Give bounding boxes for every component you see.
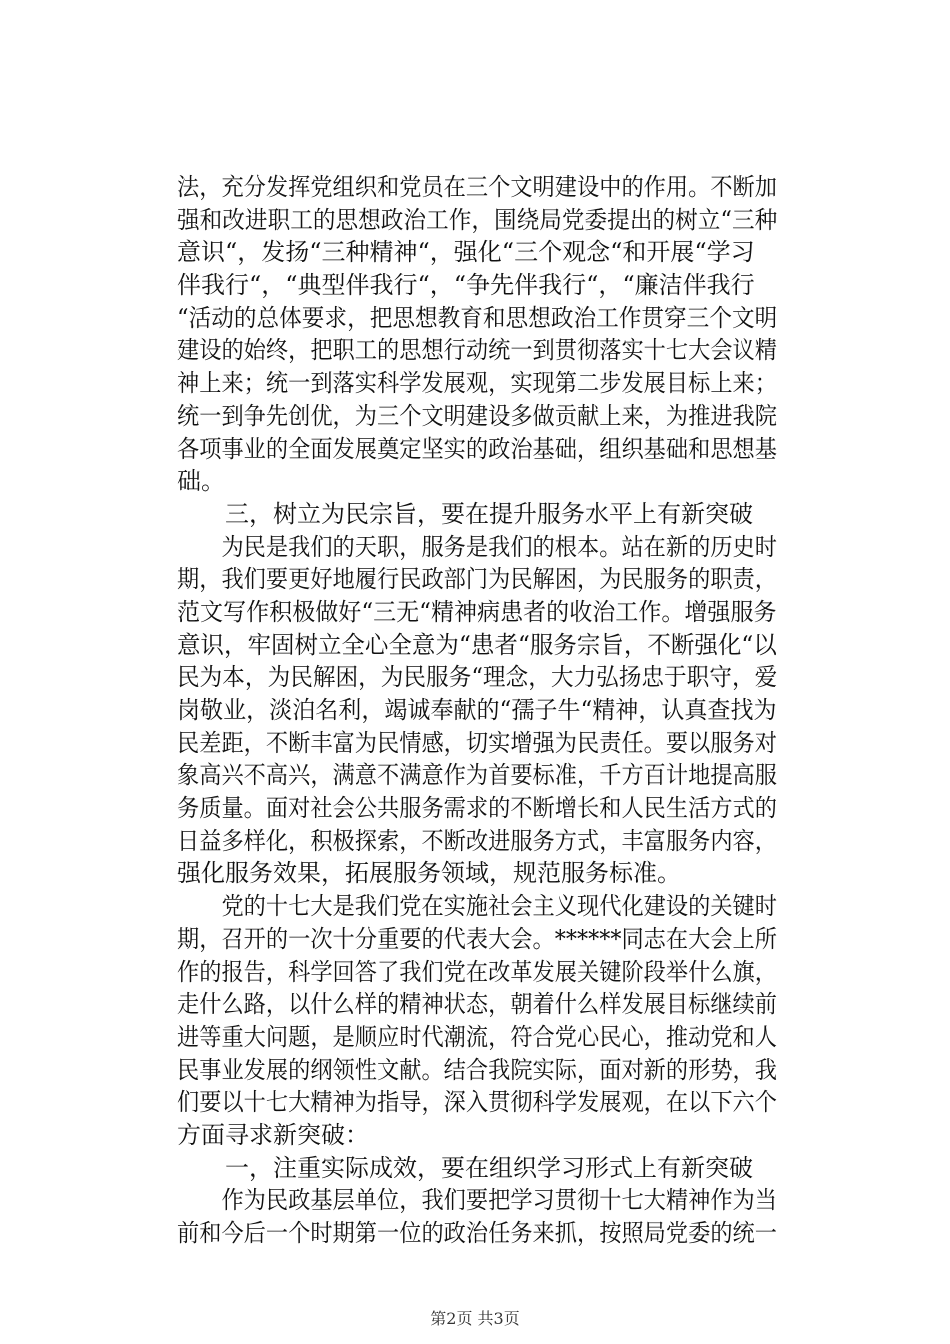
- text-line: 走什么路，以什么样的精神状态，朝着什么样发展目标继续前: [177, 990, 777, 1019]
- text-line: 法，充分发挥党组织和党员在三个文明建设中的作用。不断加: [177, 173, 777, 201]
- text-line: 础。: [177, 467, 225, 496]
- text-line: 象高兴不高兴，满意不满意作为首要标准，千方百计地提高服: [177, 761, 777, 790]
- text-line: 们要以十七大精神为指导，深入贯彻科学发展观，在以下六个: [177, 1088, 777, 1117]
- text-line: 建设的始终，把职工的思想行动统一到贯彻落实十七大会议精: [177, 336, 777, 365]
- text-line: 务质量。面对社会公共服务需求的不断增长和人民生活方式的: [177, 794, 777, 823]
- text-line: 期，我们要更好地履行民政部门为民解困，为民服务的职责，: [177, 565, 777, 594]
- text-line: 民事业发展的纲领性文献。结合我院实际，面对新的形势，我: [177, 1055, 777, 1084]
- text-line: 民为本，为民解困，为民服务“理念，大力弘扬忠于职守，爱: [177, 663, 778, 692]
- text-line: 方面寻求新突破：: [177, 1120, 369, 1149]
- page-footer: 第2页 共3页: [430, 1309, 520, 1328]
- text-line: 作的报告，科学回答了我们党在改革发展关键阶段举什么旗，: [177, 957, 777, 986]
- text-line: 党的十七大是我们党在实施社会主义现代化建设的关键时: [177, 892, 777, 921]
- text-line: 一，注重实际成效，要在组织学习形式上有新突破: [177, 1153, 753, 1182]
- text-line: 进等重大问题，是顺应时代潮流，符合党心民心，推动党和人: [177, 1022, 777, 1051]
- text-line: “活动的总体要求，把思想教育和思想政治工作贯穿三个文明: [177, 303, 778, 332]
- text-line: 统一到争先创优，为三个文明建设多做贡献上来，为推进我院: [177, 401, 777, 430]
- text-line: 意识“，发扬“三种精神“，强化“三个观念“和开展“学习: [177, 238, 755, 267]
- text-line: 伴我行“，“典型伴我行“，“争先伴我行“，“廉洁伴我行: [177, 271, 755, 300]
- text-line: 为民是我们的天职，服务是我们的根本。站在新的历史时: [177, 532, 777, 561]
- text-line: 三，树立为民宗旨，要在提升服务水平上有新突破: [177, 499, 753, 528]
- text-line: 强和改进职工的思想政治工作，围绕局党委提出的树立“三种: [177, 205, 778, 234]
- text-line: 前和今后一个时期第一位的政治任务来抓，按照局党委的统一: [177, 1219, 777, 1247]
- text-line: 各项事业的全面发展奠定坚实的政治基础，组织基础和思想基: [177, 434, 777, 463]
- text-line: 神上来；统一到落实科学发展观，实现第二步发展目标上来；: [177, 369, 777, 398]
- text-line: 意识，牢固树立全心全意为“患者“服务宗旨，不断强化“以: [177, 630, 777, 659]
- text-line: 范文写作积极做好“三无“精神病患者的收治工作。增强服务: [177, 597, 777, 626]
- body-text: [177, 171, 777, 1250]
- text-line: 岗敬业，淡泊名利，竭诚奉献的“孺子牛“精神，认真查找为: [177, 696, 777, 724]
- text-line: 期，召开的一次十分重要的代表大会。******同志在大会上所: [177, 924, 777, 953]
- text-line: 民差距，不断丰富为民情感，切实增强为民责任。要以服务对: [177, 728, 777, 757]
- text-line: 日益多样化，积极探索，不断改进服务方式，丰富服务内容，: [177, 826, 777, 855]
- text-line: 作为民政基层单位，我们要把学习贯彻十七大精神作为当: [177, 1186, 777, 1215]
- text-line: 强化服务效果，拓展服务领域，规范服务标准。: [177, 859, 681, 888]
